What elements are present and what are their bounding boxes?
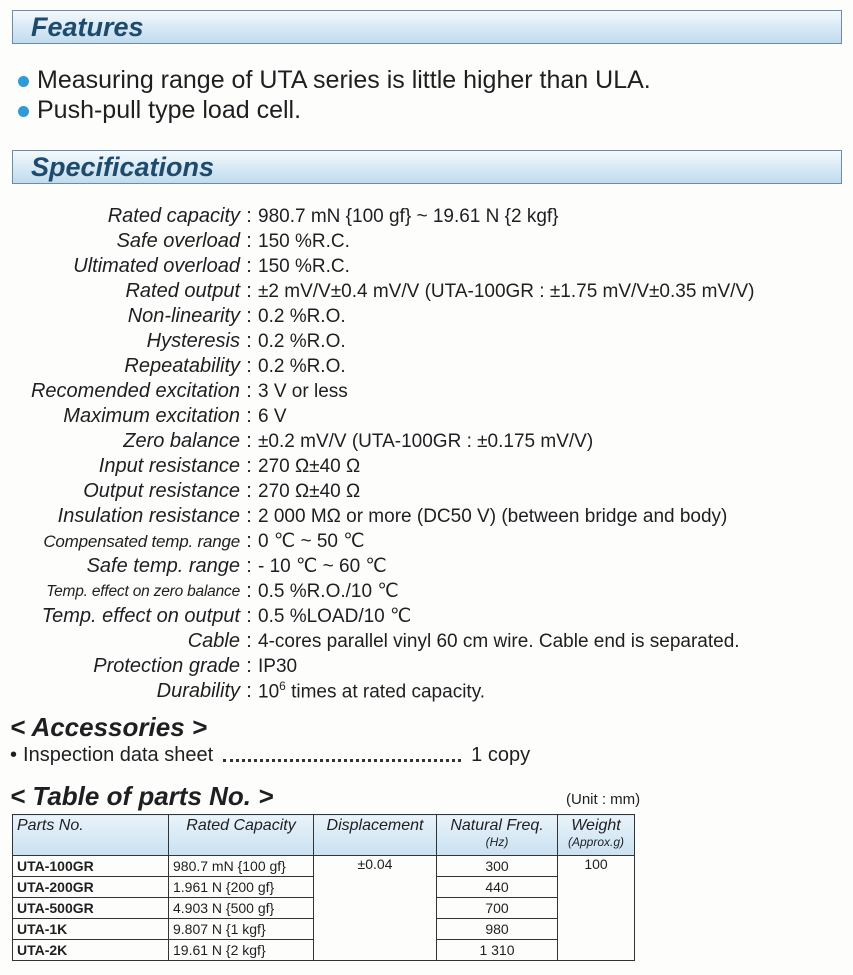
spec-value: 4-cores parallel vinyl 60 cm wire. Cable end is separated. (258, 630, 740, 652)
spec-value: 0.2 %R.O. (258, 330, 346, 352)
spec-row: Rated output : ±2 mV/V±0.4 mV/V (UTA-100GR : ±1.75 mV/V±0.35 mV/V) (0, 279, 853, 304)
unit-note: (Unit : mm) (566, 791, 641, 808)
bullet-icon (18, 106, 29, 117)
accessories-title: < Accessories > (10, 712, 208, 742)
part-no-cell: UTA-200GR (13, 877, 169, 898)
header-rated-capacity: Rated Capacity (169, 815, 314, 856)
specifications-title: Specifications (31, 152, 215, 182)
spec-value: ±2 mV/V±0.4 mV/V (UTA-100GR : ±1.75 mV/V±0.35 mV/V) (258, 280, 755, 302)
spec-value: 0.5 %R.O./10 ℃ (258, 581, 399, 602)
specifications-list (0, 204, 853, 704)
spec-label: Output resistance (83, 480, 240, 502)
spec-row: Compensated temp. range : 0 ℃ ~ 50 ℃ (0, 529, 853, 554)
freq-cell: 1 310 (437, 940, 558, 961)
freq-cell: 300 (437, 856, 558, 877)
accessory-item (10, 744, 530, 767)
spec-row: Zero balance : ±0.2 mV/V (UTA-100GR : ±0.175 mV/V) (0, 429, 853, 454)
spec-value: 270 Ω±40 Ω (258, 480, 361, 502)
spec-label: Temp. effect on output (41, 605, 240, 627)
spec-label: Durability (156, 680, 240, 702)
freq-cell: 440 (437, 877, 558, 898)
spec-value: 150 %R.C. (258, 255, 350, 277)
part-no-cell: UTA-1K (13, 919, 169, 940)
spec-row: Output resistance : 270 Ω±40 Ω (0, 479, 853, 504)
bullet-icon: • (10, 744, 18, 766)
feature-item: Measuring range of UTA series is little higher than ULA. (18, 65, 651, 95)
spec-label: Ultimated overload (73, 255, 240, 277)
spec-row: Cable : 4-cores parallel vinyl 60 cm wire. Cable end is separated. (0, 629, 853, 654)
dotted-leader (223, 749, 461, 762)
spec-value: ±0.2 mV/V (UTA-100GR : ±0.175 mV/V) (258, 430, 594, 452)
freq-cell: 980 (437, 919, 558, 940)
part-no-cell: UTA-2K (13, 940, 169, 961)
spec-label: Hysteresis (146, 330, 240, 352)
spec-row: Recomended excitation : 3 V or less (0, 379, 853, 404)
capacity-cell: 1.961 N {200 gf} (169, 877, 314, 898)
spec-row: Protection grade : IP30 (0, 654, 853, 679)
spec-label: Maximum excitation (63, 405, 240, 427)
header-weight: Weight (Approx.g) (558, 815, 635, 856)
specifications-banner (12, 150, 842, 184)
spec-value: 0.2 %R.O. (258, 355, 346, 377)
spec-value: - 10 ℃ ~ 60 ℃ (258, 556, 387, 577)
spec-row: Non-linearity : 0.2 %R.O. (0, 304, 853, 329)
table-row (13, 856, 635, 877)
spec-value: 2 000 MΩ or more (DC50 V) (between bridge and body) (258, 505, 728, 527)
spec-value: 0.5 %LOAD/10 ℃ (258, 606, 412, 627)
spec-label: Zero balance (123, 430, 240, 452)
feature-item: Push-pull type load cell. (18, 95, 651, 125)
spec-value: $10^6$ times at rated capacity. (258, 679, 486, 703)
capacity-cell: 9.807 N {1 kgf} (169, 919, 314, 940)
features-title: Features (31, 12, 144, 42)
spec-row: Repeatability : 0.2 %R.O. (0, 354, 853, 379)
spec-row: Temp. effect on output : 0.5 %LOAD/10 ℃ (0, 604, 853, 629)
header-displacement: Displacement (314, 815, 437, 856)
parts-table (12, 814, 635, 961)
spec-value: 150 %R.C. (258, 230, 350, 252)
spec-label: Non-linearity (127, 305, 240, 327)
bullet-icon (18, 76, 29, 87)
spec-value: 6 V (258, 405, 287, 427)
spec-label: Safe overload (116, 230, 240, 252)
spec-value: 0 ℃ ~ 50 ℃ (258, 531, 365, 552)
spec-label: Recomended excitation (30, 380, 240, 402)
spec-row: Safe temp. range : - 10 ℃ ~ 60 ℃ (0, 554, 853, 579)
spec-label: Protection grade (93, 655, 240, 677)
spec-label: Rated capacity (107, 205, 240, 227)
spec-label: Input resistance (98, 455, 240, 477)
spec-row: Input resistance : 270 Ω±40 Ω (0, 454, 853, 479)
features-list (18, 65, 651, 125)
parts-table-title: < Table of parts No. > (10, 781, 274, 811)
spec-row: Safe overload : 150 %R.C. (0, 229, 853, 254)
spec-label: Rated output (125, 280, 240, 302)
header-natural-freq: Natural Freq. (Hz) (437, 815, 558, 856)
part-no-cell: UTA-100GR (13, 856, 169, 877)
table-header-row (13, 815, 635, 856)
spec-row: Rated capacity : 980.7 mN {100 gf} ~ 19.61 N {2 kgf} (0, 204, 853, 229)
spec-label: Safe temp. range (86, 555, 240, 577)
spec-label: Cable (187, 630, 240, 652)
capacity-cell: 980.7 mN {100 gf} (169, 856, 314, 877)
spec-label: Compensated temp. range (43, 531, 240, 551)
accessory-qty: 1 copy (471, 744, 531, 766)
spec-row: Temp. effect on zero balance : 0.5 %R.O./10 ℃ (0, 579, 853, 604)
part-no-cell: UTA-500GR (13, 898, 169, 919)
spec-label: Insulation resistance (57, 505, 240, 527)
freq-cell: 700 (437, 898, 558, 919)
spec-row: Hysteresis : 0.2 %R.O. (0, 329, 853, 354)
spec-label: Repeatability (124, 355, 240, 377)
capacity-cell: 4.903 N {500 gf} (169, 898, 314, 919)
weight-cell: 100 (558, 856, 635, 961)
spec-value: 3 V or less (258, 380, 348, 402)
spec-label: Temp. effect on zero balance (46, 582, 240, 600)
spec-value: 270 Ω±40 Ω (258, 455, 361, 477)
spec-row: Maximum excitation : 6 V (0, 404, 853, 429)
spec-value: 0.2 %R.O. (258, 305, 346, 327)
capacity-cell: 19.61 N {2 kgf} (169, 940, 314, 961)
header-parts-no: Parts No. (13, 815, 169, 856)
spec-row: Ultimated overload : 150 %R.C. (0, 254, 853, 279)
spec-value: 980.7 mN {100 gf} ~ 19.61 N {2 kgf} (258, 205, 559, 227)
spec-value: IP30 (258, 655, 298, 677)
spec-row-durability: Durability : $10^6$ times at rated capacity. (0, 679, 853, 704)
spec-row: Insulation resistance : 2 000 MΩ or more (DC50 V) (between bridge and body) (0, 504, 853, 529)
accessory-name: Inspection data sheet (23, 744, 214, 766)
displacement-cell: ±0.04 (314, 856, 437, 961)
features-banner (12, 10, 842, 44)
